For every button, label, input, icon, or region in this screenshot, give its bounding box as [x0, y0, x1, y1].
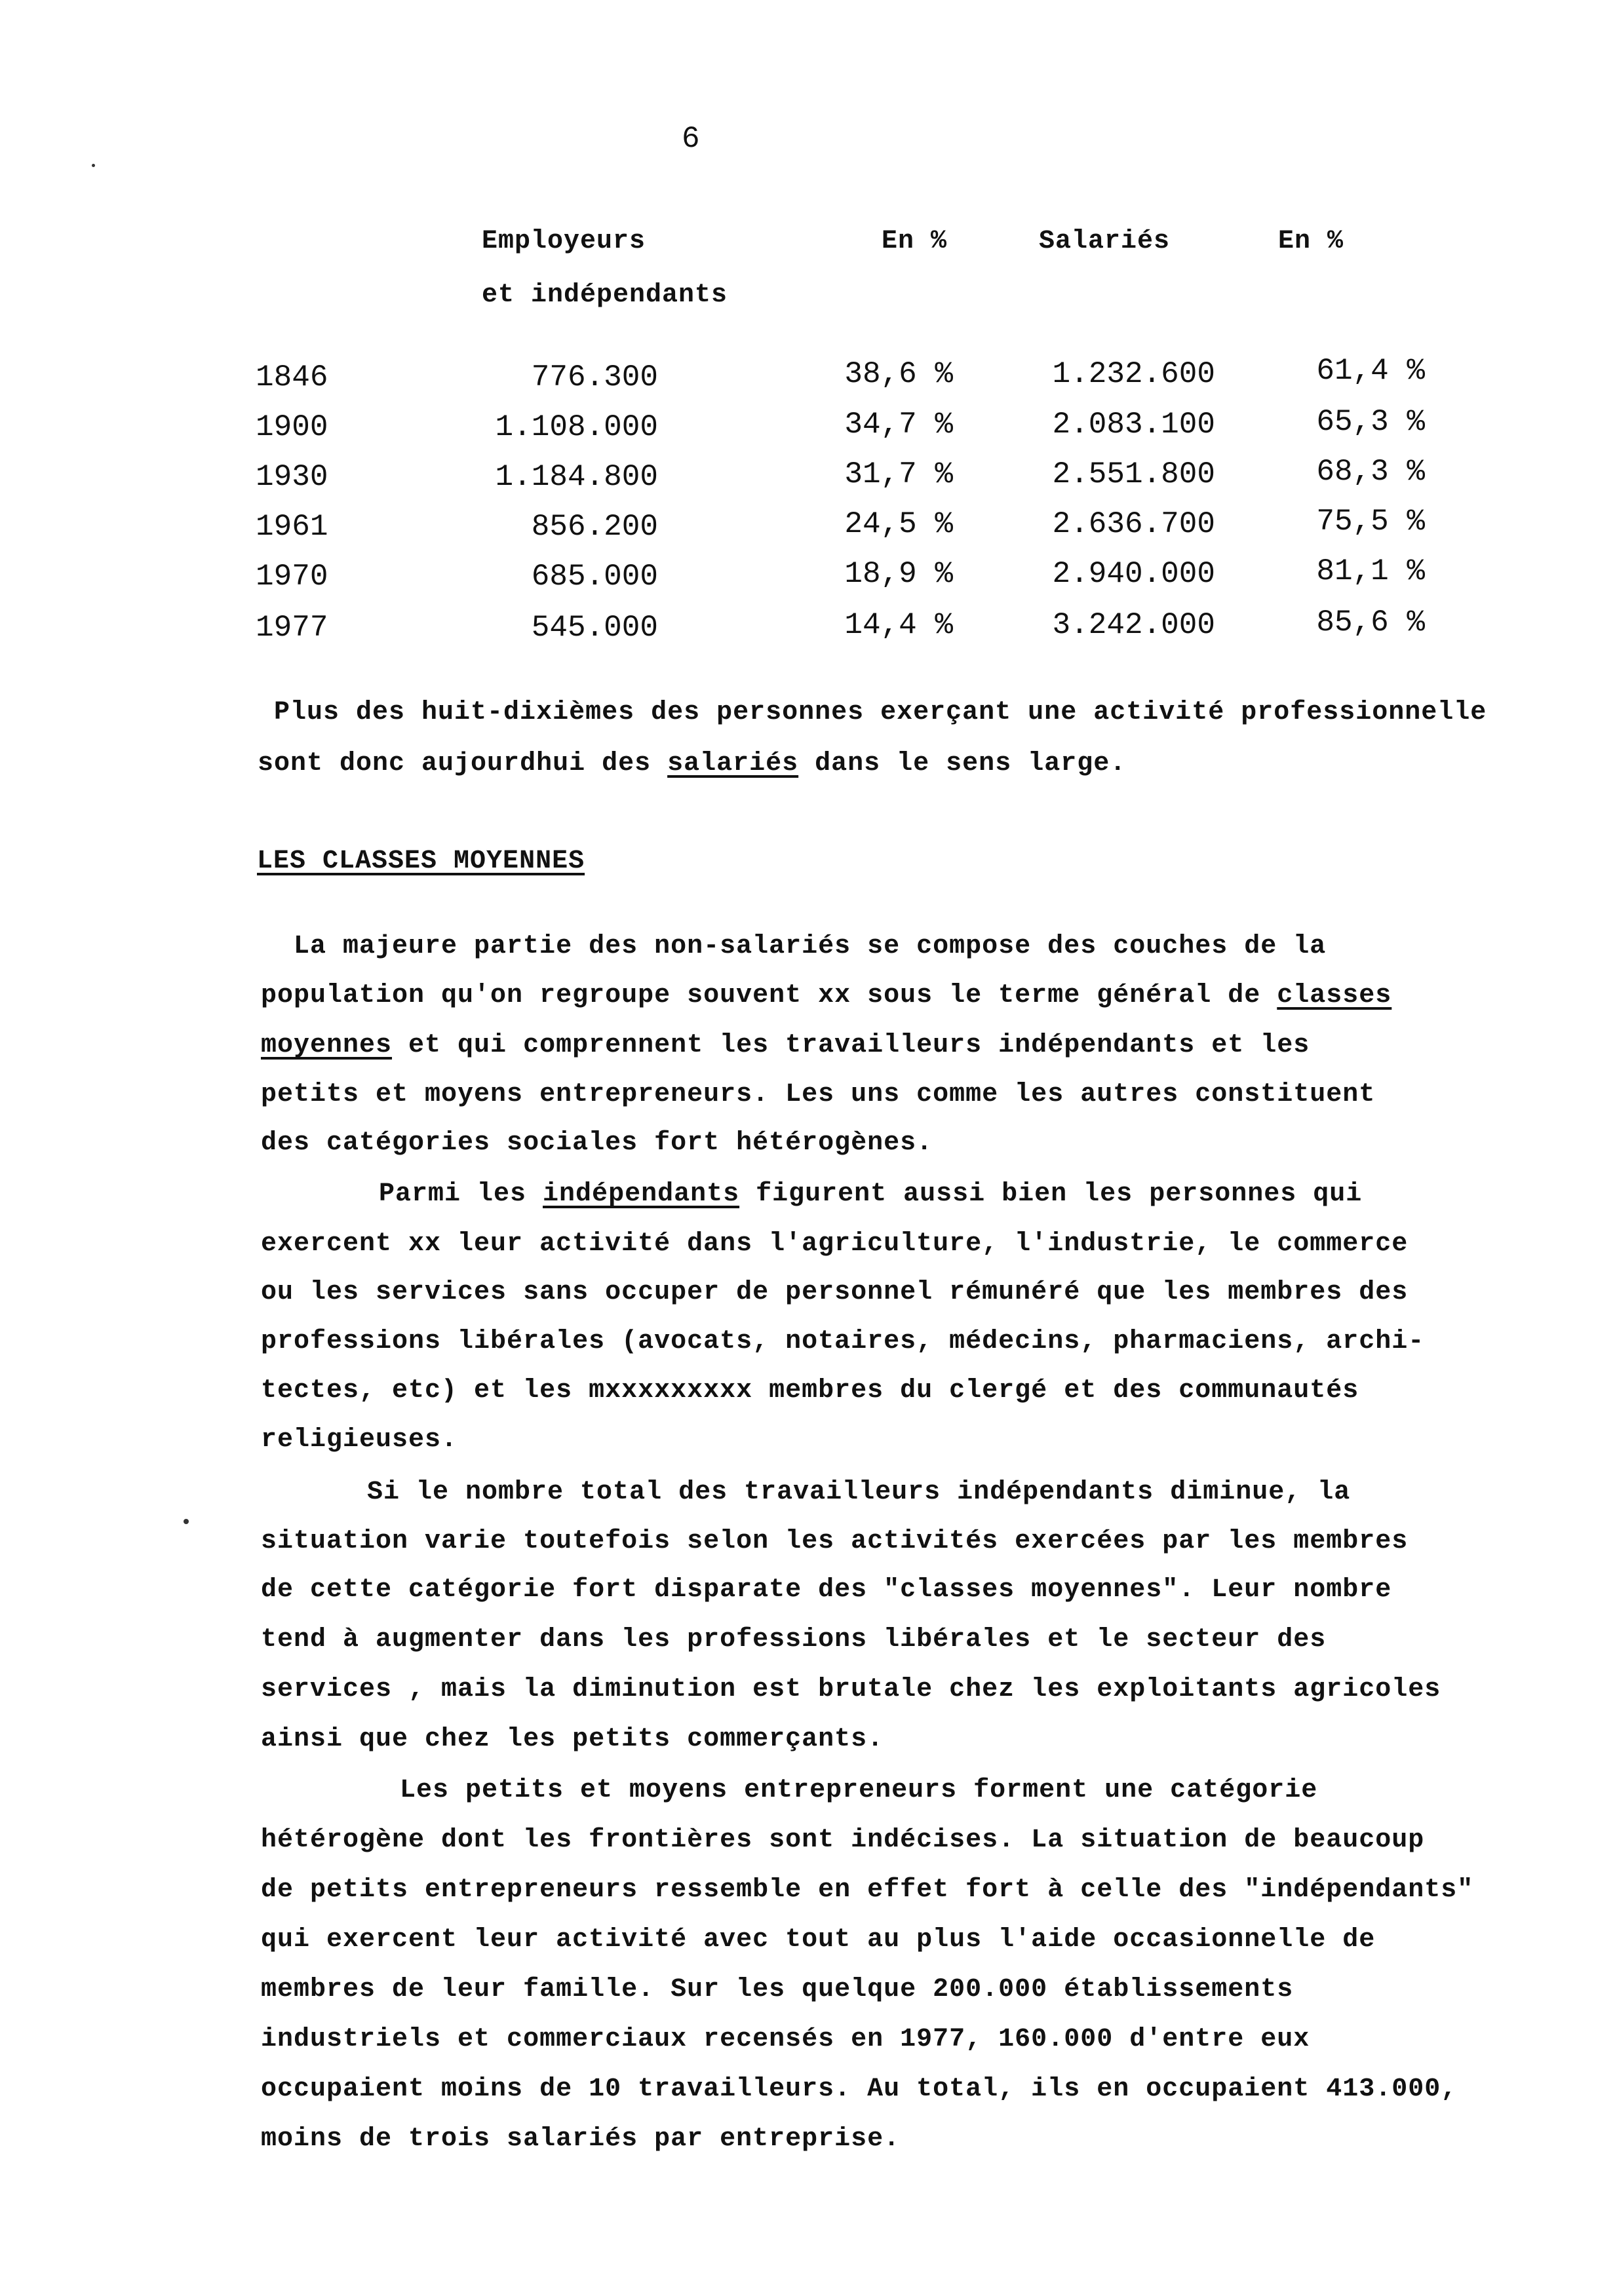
paragraph-line: Les petits et moyens entrepreneurs forment une catégorie [400, 1776, 1318, 1805]
paragraph-line [379, 1179, 1362, 1209]
underlined-term: salariés [667, 749, 799, 778]
cell-pct-employers: 24,5 % [844, 507, 953, 541]
section-title: LES CLASSES MOYENNES [257, 847, 585, 876]
cell-employers: 776.300 [531, 360, 658, 394]
paragraph-line: Si le nombre total des travailleurs indépendants diminue, la [367, 1478, 1351, 1507]
cell-salaried: 2.940.000 [1052, 557, 1215, 591]
cell-pct-salaried: 61,4 % [1316, 354, 1425, 388]
text-run: sont donc aujourdhui des [258, 749, 668, 778]
cell-pct-salaried: 75,5 % [1316, 505, 1425, 539]
paragraph-line: professions libérales (avocats, notaires, médecins, pharmaciens, archi- [261, 1327, 1425, 1356]
cell-employers: 1.184.800 [495, 460, 658, 494]
paragraph-line: de petits entrepreneurs ressemble en effet fort à celle des "indépendants" [261, 1875, 1474, 1905]
underlined-term: classes [1277, 981, 1392, 1010]
cell-pct-salaried: 81,1 % [1316, 554, 1425, 588]
cell-employers: 856.200 [531, 510, 658, 544]
cell-year: 1846 [256, 360, 328, 394]
page-number: 6 [682, 122, 700, 156]
text-run: et qui comprennent les travailleurs indépendants et les [392, 1031, 1310, 1060]
paragraph-line: tend à augmenter dans les professions libérales et le secteur des [261, 1625, 1327, 1655]
cell-year: 1930 [256, 460, 328, 494]
cell-pct-employers: 18,9 % [844, 557, 953, 591]
paragraph-line: exercent xx leur activité dans l'agriculture, l'industrie, le commerce [261, 1229, 1409, 1259]
header-employers-line1: Employeurs [482, 227, 646, 256]
paragraph-line: La majeure partie des non-salariés se compose des couches de la [294, 932, 1327, 961]
underlined-term: moyennes [261, 1031, 393, 1060]
paragraph-line: industriels et commerciaux recensés en 1977, 160.000 d'entre eux [261, 2025, 1310, 2054]
cell-salaried: 2.083.100 [1052, 408, 1215, 442]
paragraph-line: ainsi que chez les petits commerçants. [261, 1725, 884, 1754]
scan-speck [184, 1519, 189, 1524]
cell-year: 1977 [256, 611, 328, 645]
paragraph-line: de cette catégorie fort disparate des "classes moyennes". Leur nombre [261, 1575, 1392, 1605]
paragraph-line: qui exercent leur activité avec tout au plus l'aide occasionnelle de [261, 1925, 1376, 1955]
paragraph-line: hétérogène dont les frontières sont indécises. La situation de beaucoup [261, 1826, 1425, 1855]
paragraph-line [261, 1031, 1310, 1060]
cell-pct-salaried: 68,3 % [1316, 455, 1425, 489]
paragraph-line: ou les services sans occuper de personnel rémunéré que les membres des [261, 1278, 1409, 1307]
paragraph-line: tectes, etc) et les mxxxxxxxxx membres du clergé et des communautés [261, 1376, 1359, 1406]
cell-pct-salaried: 85,6 % [1316, 605, 1425, 640]
text-run: figurent aussi bien les personnes qui [739, 1179, 1363, 1209]
cell-salaried: 2.636.700 [1052, 507, 1215, 541]
text-run: dans le sens large. [798, 749, 1127, 778]
paragraph-line: religieuses. [261, 1425, 458, 1455]
cell-employers: 545.000 [531, 611, 658, 645]
cell-year: 1900 [256, 410, 328, 444]
header-salaried: Salariés [1039, 227, 1171, 256]
cell-pct-employers: 14,4 % [844, 608, 953, 642]
paragraph-line: des catégories sociales fort hétérogènes. [261, 1128, 933, 1158]
cell-year: 1970 [256, 560, 328, 594]
paragraph-line: petits et moyens entrepreneurs. Les uns comme les autres constituent [261, 1080, 1376, 1109]
underlined-term: indépendants [543, 1179, 740, 1209]
intro-line [258, 749, 1126, 778]
header-pct2: En % [1278, 227, 1344, 256]
cell-employers: 685.000 [531, 560, 658, 594]
paragraph-line: membres de leur famille. Sur les quelque 200.000 établissements [261, 1975, 1294, 2004]
cell-pct-employers: 34,7 % [844, 408, 953, 442]
cell-salaried: 2.551.800 [1052, 457, 1215, 491]
cell-pct-employers: 38,6 % [844, 357, 953, 391]
paragraph-line: moins de trois salariés par entreprise. [261, 2124, 901, 2154]
text-run: population qu'on regroupe souvent xx sous le terme général de [261, 981, 1277, 1010]
scan-speck [92, 164, 95, 167]
cell-pct-salaried: 65,3 % [1316, 405, 1425, 439]
cell-salaried: 3.242.000 [1052, 608, 1215, 642]
header-employers-line2: et indépendants [482, 280, 728, 310]
cell-salaried: 1.232.600 [1052, 357, 1215, 391]
paragraph-line: services , mais la diminution est brutale chez les exploitants agricoles [261, 1675, 1441, 1704]
intro-line: Plus des huit-dixièmes des personnes exerçant une activité professionnelle [274, 698, 1487, 727]
cell-employers: 1.108.000 [495, 410, 658, 444]
paragraph-line: situation varie toutefois selon les activités exercées par les membres [261, 1527, 1409, 1556]
cell-year: 1961 [256, 510, 328, 544]
text-run: Parmi les [379, 1179, 543, 1209]
header-pct1: En % [882, 227, 948, 256]
paragraph-line: occupaient moins de 10 travailleurs. Au total, ils en occupaient 413.000, [261, 2075, 1458, 2104]
cell-pct-employers: 31,7 % [844, 457, 953, 491]
paragraph-line [261, 981, 1391, 1010]
